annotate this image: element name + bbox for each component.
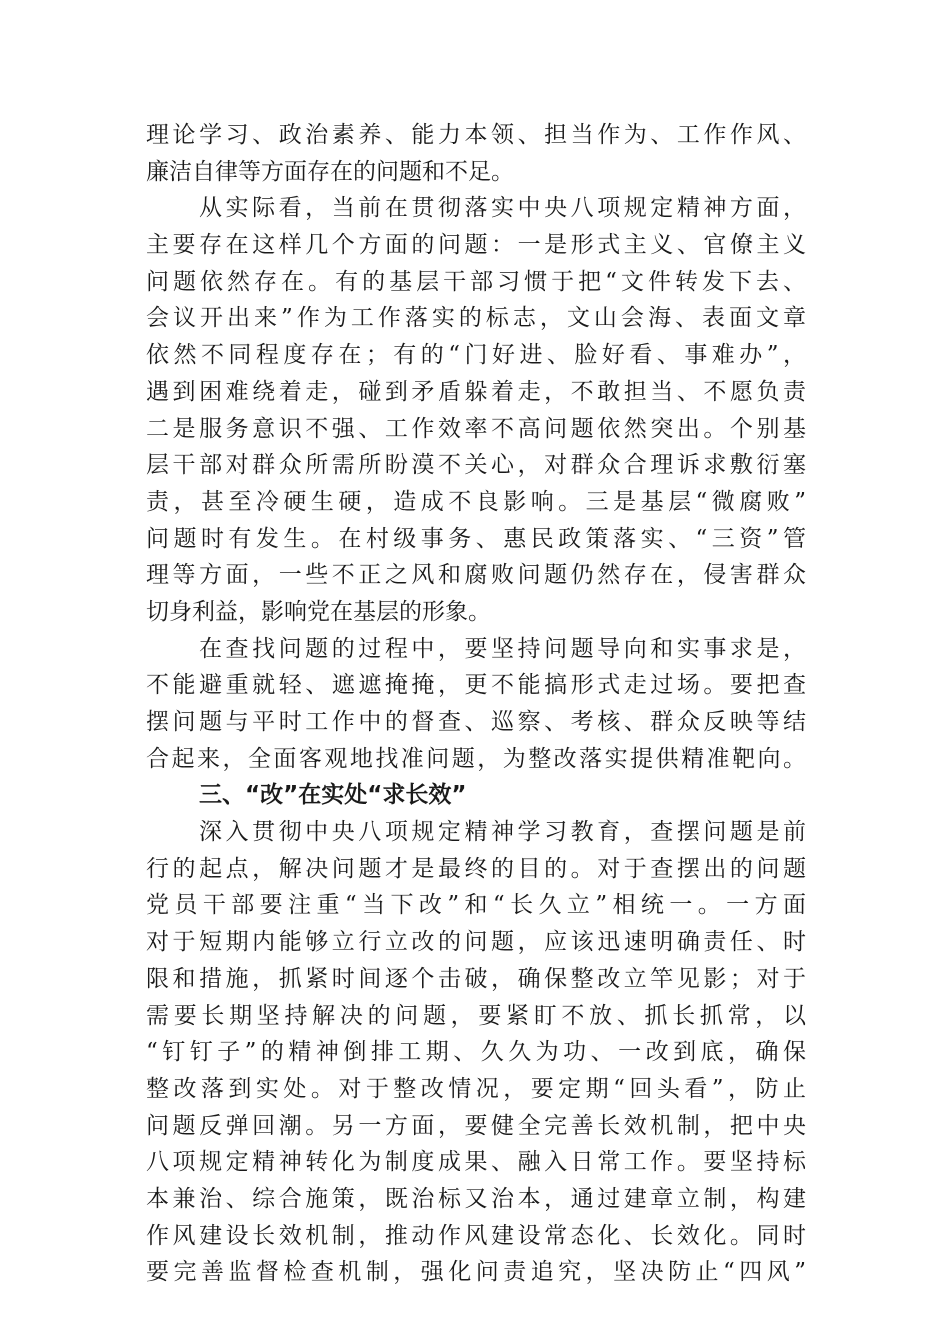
- document-body: [146, 117, 806, 1291]
- text-line: 理论学习、政治素养、能力本领、担当作为、工作作风、: [146, 122, 806, 148]
- text-line: 整改落到实处。对于整改情况，要定期“回头看”，防止: [146, 1075, 806, 1102]
- text-line: 二是服务意识不强、工作效率不高问题依然突出。个别基: [146, 415, 806, 442]
- paragraph-first-line: 在查找问题的过程中，要坚持问题导向和实事求是，: [199, 635, 806, 662]
- text-line: 党员干部要注重“当下改”和“长久立”相统一。一方面: [146, 892, 806, 919]
- text-line: 需要长期坚持解决的问题，要紧盯不放、抓长抓常，以: [146, 1002, 806, 1029]
- text-line: 切身利益，影响党在基层的形象。: [146, 598, 491, 625]
- text-line: 层干部对群众所需所盼漠不关心，对群众合理诉求敷衍塞: [146, 452, 806, 479]
- text-line: 作风建设长效机制，推动作风建设常态化、长效化。同时: [146, 1222, 806, 1249]
- text-line: 问题时有发生。在村级事务、惠民政策落实、“三资”管: [146, 525, 806, 552]
- text-line: 对于短期内能够立行立改的问题，应该迅速明确责任、时: [146, 929, 806, 956]
- text-line: “钉钉子”的精神倒排工期、久久为功、一改到底，确保: [146, 1039, 806, 1066]
- text-line: 本兼治、综合施策，既治标又治本，通过建章立制，构建: [146, 1185, 806, 1212]
- text-line: 问题反弹回潮。另一方面，要健全完善长效机制，把中央: [146, 1112, 806, 1139]
- text-line: 要完善监督检查机制，强化问责追究，坚决防止“四风”: [146, 1259, 806, 1286]
- paragraph-first-line: 深入贯彻中央八项规定精神学习教育，查摆问题是前: [199, 819, 806, 846]
- text-line: 主要存在这样几个方面的问题：一是形式主义、官僚主义: [146, 232, 806, 259]
- text-line: 遇到困难绕着走，碰到矛盾躲着走，不敢担当、不愿负责: [146, 378, 806, 405]
- text-line: 依然不同程度存在；有的“门好进、脸好看、事难办”，: [146, 342, 806, 369]
- text-line: 限和措施，抓紧时间逐个击破，确保整改立竿见影；对于: [146, 965, 806, 992]
- text-line: 不能避重就轻、遮遮掩掩，更不能搞形式走过场。要把查: [146, 672, 806, 699]
- text-line: 行的起点，解决问题才是最终的目的。对于查摆出的问题: [146, 855, 806, 882]
- text-line: 八项规定精神转化为制度成果、融入日常工作。要坚持标: [146, 1149, 806, 1176]
- text-line: 摆问题与平时工作中的督查、巡察、考核、群众反映等结: [146, 709, 806, 735]
- text-line: 问题依然存在。有的基层干部习惯于把“文件转发下去、: [146, 268, 806, 295]
- paragraph-first-line: 从实际看，当前在贯彻落实中央八项规定精神方面，: [199, 195, 806, 222]
- text-line: 会议开出来”作为工作落实的标志，文山会海、表面文章: [146, 305, 806, 332]
- text-line: 廉洁自律等方面存在的问题和不足。: [146, 158, 514, 185]
- section-heading: 三、“改”在实处“求长效”: [199, 782, 467, 809]
- text-line: 合起来，全面客观地找准问题，为整改落实提供精准靶向。: [146, 745, 806, 772]
- text-line: 理等方面，一些不正之风和腐败问题仍然存在，侵害群众: [146, 562, 806, 589]
- text-line: 责，甚至冷硬生硬，造成不良影响。三是基层“微腐败”: [146, 488, 806, 515]
